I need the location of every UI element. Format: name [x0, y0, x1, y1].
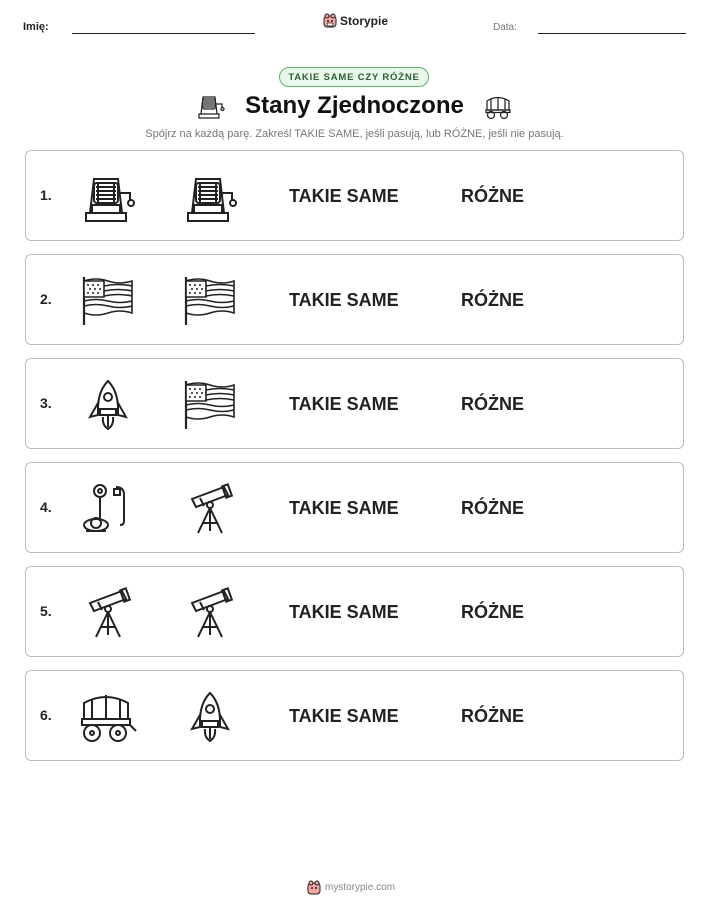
row-6 — [25, 670, 684, 761]
name-label: Imię: — [23, 21, 49, 33]
option-different[interactable]: RÓŻNE — [461, 498, 524, 518]
row-number: 3. — [40, 395, 52, 411]
date-field-line[interactable] — [538, 33, 686, 34]
option-different[interactable]: RÓŻNE — [461, 290, 524, 310]
row-2 — [25, 254, 684, 345]
footer — [307, 880, 395, 895]
option-same[interactable]: TAKIE SAME — [289, 498, 399, 518]
date-label: Data: — [493, 22, 517, 33]
option-same[interactable]: TAKIE SAME — [289, 706, 399, 726]
option-same[interactable]: TAKIE SAME — [289, 186, 399, 206]
rocket-icon — [78, 377, 138, 433]
category-badge: TAKIE SAME CZY RÓŻNE — [279, 67, 429, 87]
row-5 — [25, 566, 684, 657]
row-number: 1. — [40, 187, 52, 203]
rocket-icon — [180, 689, 240, 745]
option-same[interactable]: TAKIE SAME — [289, 290, 399, 310]
storypie-mascot-icon — [307, 880, 321, 895]
us-flag-icon — [180, 377, 240, 433]
row-4 — [25, 462, 684, 553]
covered-wagon-icon — [482, 92, 514, 120]
candlestick-telephone-icon — [78, 481, 138, 537]
us-flag-icon — [180, 273, 240, 329]
option-same[interactable]: TAKIE SAME — [289, 394, 399, 414]
telescope-icon — [180, 481, 240, 537]
name-field-line[interactable] — [72, 33, 255, 34]
instructions: Spójrz na każdą parę. Zakreśl TAKIE SAME, jeśli pasują, lub RÓŻNE, jeśli nie pasują. — [145, 128, 564, 140]
row-number: 6. — [40, 707, 52, 723]
row-1 — [25, 150, 684, 241]
brand-logo — [323, 13, 388, 28]
row-number: 5. — [40, 603, 52, 619]
brand-name: Storypie — [340, 13, 389, 28]
option-different[interactable]: RÓŻNE — [461, 394, 524, 414]
row-3 — [25, 358, 684, 449]
row-number: 4. — [40, 499, 52, 515]
page-title: Stany Zjednoczone — [245, 92, 464, 119]
option-different[interactable]: RÓŻNE — [461, 186, 524, 206]
option-same[interactable]: TAKIE SAME — [289, 602, 399, 622]
mine-winch-icon — [78, 169, 138, 225]
covered-wagon-icon — [78, 689, 138, 745]
storypie-mascot-icon — [323, 13, 337, 28]
option-different[interactable]: RÓŻNE — [461, 602, 524, 622]
row-number: 2. — [40, 291, 52, 307]
telescope-icon — [180, 585, 240, 641]
mine-winch-icon — [180, 169, 240, 225]
telescope-icon — [78, 585, 138, 641]
footer-url[interactable]: mystorypie.com — [325, 882, 396, 893]
option-different[interactable]: RÓŻNE — [461, 706, 524, 726]
us-flag-icon — [78, 273, 138, 329]
